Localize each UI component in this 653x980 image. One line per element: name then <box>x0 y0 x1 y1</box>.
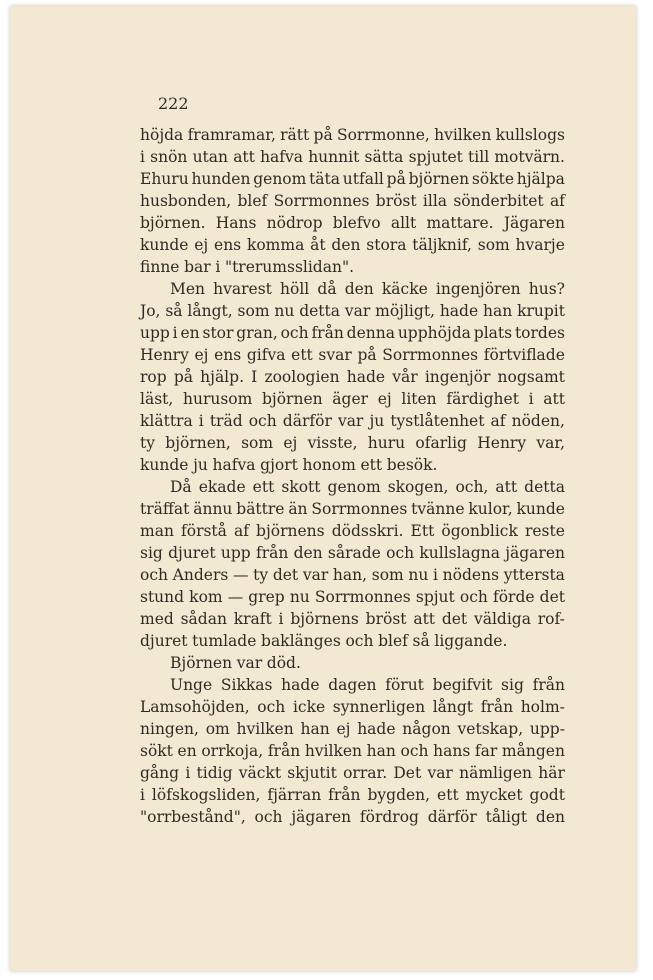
text-line: i snön utan att hafva hunnit sätta spjutet till motvärn. <box>140 148 565 166</box>
text-line: upp i en stor gran, och från denna upphöjda plats tordes <box>140 324 565 342</box>
text-line: i löfskogsliden, fjärran från bygden, ett mycket godt <box>140 786 565 804</box>
text-line: Unge Sikkas hade dagen förut begifvit sig från <box>170 676 565 694</box>
text-line: sökt en orrkoja, från hvilken han och hans far mången <box>140 742 565 760</box>
book-page <box>10 6 636 971</box>
text-line: kunde ju hafva gjort honom ett besök. <box>140 456 438 474</box>
text-line: kunde ej ens komma åt den stora täljknif, som hvarje <box>140 236 565 254</box>
text-line: djuret tumlade baklänges och blef så liggande. <box>140 632 508 650</box>
text-line: ty björnen, som ej visste, huru ofarlig Henry var, <box>140 434 565 452</box>
text-line: Ehuru hunden genom täta utfall på björnen sökte hjälpa <box>140 170 565 188</box>
text-line: läst, hurusom björnen äger ej liten färdighet i att <box>140 390 565 408</box>
text-line: med sådan kraft i björnens bröst att det väldiga rof- <box>140 610 565 628</box>
text-line: klättra i träd och därför var ju tystlåtenhet af nöden, <box>140 412 565 430</box>
text-line: Men hvarest höll då den käcke ingenjören hus? <box>170 280 565 298</box>
text-line: träffat ännu bättre än Sorrmonnes tvänne kulor, kunde <box>140 500 565 518</box>
text-line: rop på hjälp. I zoologien hade vår ingenjör nogsamt <box>140 368 565 386</box>
text-line: ningen, om hvilken han ej hade någon vetskap, upp- <box>140 720 565 738</box>
text-line: Björnen var död. <box>170 654 301 672</box>
text-line: finne bar i "trerumsslidan". <box>140 258 355 276</box>
text-line: man förstå af björnens dödsskri. Ett ögonblick reste <box>140 522 565 540</box>
page-number: 222 <box>158 94 189 113</box>
text-line: husbonden, blef Sorrmonnes bröst illa sönderbitet af <box>140 192 565 210</box>
text-line: Då ekade ett skott genom skogen, och, att detta <box>170 478 565 496</box>
text-line: stund kom — grep nu Sorrmonnes spjut och förde det <box>140 588 565 606</box>
text-line: Henry ej ens gifva ett svar på Sorrmonnes förtviflade <box>140 346 565 364</box>
text-line: höjda framramar, rätt på Sorrmonne, hvilken kullslogs <box>140 126 565 144</box>
text-line: gång i tidig väckt skjutit orrar. Det var nämligen här <box>140 764 565 782</box>
text-line: björnen. Hans nödrop blefvo allt mattare. Jägaren <box>140 214 565 232</box>
text-line: och Anders — ty det var han, som nu i nödens yttersta <box>140 566 565 584</box>
body-text <box>140 124 565 828</box>
text-line: "orrbestånd", och jägaren fördrog därför tåligt den <box>140 808 565 826</box>
text-line: sig djuret upp från den sårade och kullslagna jägaren <box>140 544 565 562</box>
text-line: Jo, så långt, som nu detta var möjligt, hade han krupit <box>140 302 565 320</box>
text-line: Lamsohöjden, och icke synnerligen långt från holm- <box>140 698 565 716</box>
